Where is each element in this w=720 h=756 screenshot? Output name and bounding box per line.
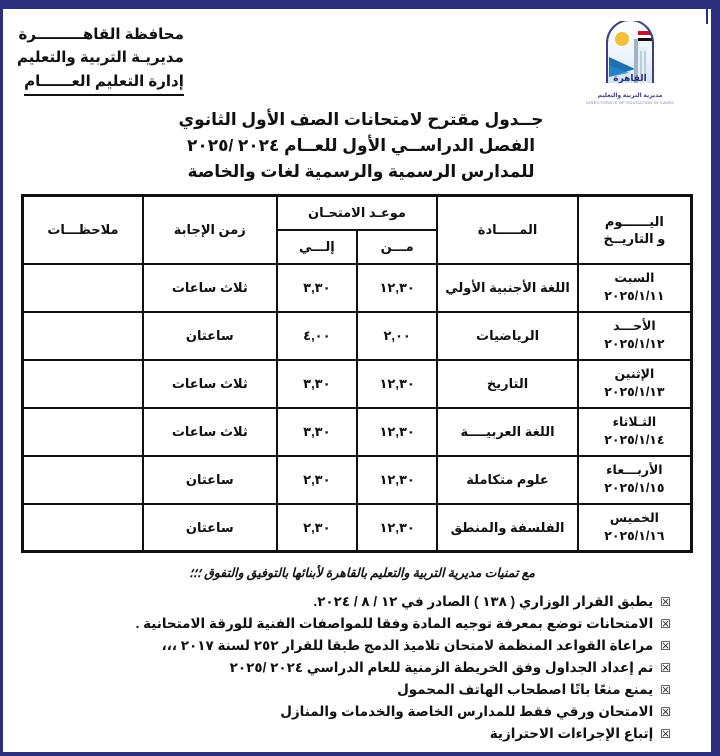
cairo-education-logo [577,19,697,105]
header-day-label: اليــــــوم [604,213,664,229]
cell-time-from: ١٢,٣٠ [357,504,437,552]
cell-time-to: ٣,٣٠ [277,264,357,312]
cell-day-name: الأحـــد [613,319,656,334]
cell-day-date [578,408,692,456]
header-time-to: إلـــي [277,230,357,264]
table-row [23,408,692,456]
cell-answer-time: ثلاث ساعات [143,264,277,312]
table-row [23,360,692,408]
wishes-note: مع تمنيات مديرية التربية والتعليم بالقاهرة لأبنائها بالتوفيق والتفوق ؛؛؛ [189,566,535,581]
cell-date-value: ٢٠٢٥/١/١٣ [604,384,665,399]
note-text: يطبق القرار الوزاري ( ١٣٨ ) الصادر في ١٢ / ٨ / ٢٠٢٤. [313,594,654,610]
checkbox-x-icon: ☒ [660,617,671,632]
cell-day-name: الأربـــعاء [606,463,663,478]
cell-notes [23,264,143,312]
cell-day-date [578,312,692,360]
note-text: الامتحانات توضع بمعرفة توجيه المادة وفقا للمواصفات الفنية للورقة الامتحانية . [135,616,654,632]
page-border-bottom [0,752,720,756]
cell-day-name: الإثنين [614,367,655,382]
header-subject: المـــــادة [437,196,577,264]
cell-subject: علوم متكاملة [437,456,577,504]
cell-day-date [578,264,692,312]
table-row [23,312,692,360]
cell-answer-time: ساعتان [143,504,277,552]
note-item [17,657,671,679]
document-header [17,13,697,105]
cell-answer-time: ساعتان [143,312,277,360]
cell-time-to: ٣,٣٠ [277,360,357,408]
cell-time-to: ٢,٣٠ [277,504,357,552]
cell-answer-time: ساعتان [143,456,277,504]
cell-date-value: ٢٠٢٥/١/١٦ [604,528,665,543]
note-item [17,591,671,613]
cell-notes [23,312,143,360]
cell-answer-time: ثلاث ساعات [143,360,277,408]
checkbox-x-icon: ☒ [660,682,671,697]
header-time-from: مـــن [357,230,437,264]
page-corner-mark [692,4,708,24]
cell-subject: الفلسفة والمنطق [437,504,577,552]
cell-subject: التاريخ [437,360,577,408]
header-day-date [578,196,692,264]
cell-date-value: ٢٠٢٥/١/١٢ [604,336,665,351]
org-line-department: إدارة التعليم العــــــام [24,70,184,96]
title-line-1: جــدول مقترح لامتحانات الصف الأول الثانوي [178,110,544,129]
org-line-governorate: محافظة القاهـــــــــرة [18,26,184,43]
note-item [17,701,671,723]
page-border-top [0,0,720,9]
header-exam-time-group: موعـد الامتحـان [277,196,438,230]
checkbox-x-icon: ☒ [660,639,671,654]
cell-day-date [578,360,692,408]
cell-time-from: ٢,٠٠ [357,312,437,360]
note-item [17,679,671,701]
cell-time-to: ٢,٣٠ [277,456,357,504]
note-item [17,723,671,745]
page-border-right [711,0,720,756]
cell-time-from: ١٢,٣٠ [357,360,437,408]
schedule-table-container [17,194,697,553]
checkbox-x-icon: ☒ [660,704,671,719]
cell-day-name: الثـلاثاء [612,415,657,430]
note-text: تم إعداد الجداول وفق الخريطة الزمنية للعام الدراسي ٢٠٢٤ /٢٠٢٥ [229,660,654,676]
cell-time-to: ٤,٠٠ [277,312,357,360]
notes-list [17,591,697,744]
cell-day-name: الخميس [609,510,659,525]
cell-date-value: ٢٠٢٥/١/١١ [604,288,665,303]
note-text: مراعاة القواعد المنظمة لامتحان تلاميذ الدمج طبقا للقرار ٢٥٢ لسنة ٢٠١٧ ،،، [161,638,654,654]
cell-date-value: ٢٠٢٥/١/١٥ [604,480,665,495]
logo-caption-arabic: مديرية التربية والتعليم [597,93,663,99]
title-line-2: الفصل الدراســي الأول للعــام ٢٠٢٤ /٢٠٢٥ [186,135,536,155]
header-notes: ملاحظـــات [23,196,143,264]
table-header-row-top [23,196,692,230]
cell-subject: اللغة الأجنبية الأولي [437,264,577,312]
cell-date-value: ٢٠٢٥/١/١٤ [604,432,665,447]
table-row [23,456,692,504]
cell-notes [23,504,143,552]
cell-answer-time: ثلاث ساعات [143,408,277,456]
cell-day-date [578,456,692,504]
organization-heading [17,19,198,96]
logo-caption-english: DIRECTORATE OF EDUCATION IN CAIRO [585,100,675,105]
document-page [3,9,711,752]
header-answer-time: زمن الإجابة [143,196,277,264]
note-text: الامتحان ورقي فقط للمدارس الخاصة والخدمات والمنازل [280,703,654,719]
checkbox-x-icon: ☒ [660,661,671,676]
cell-notes [23,360,143,408]
title-line-3: للمدارس الرسمية والرسمية لغات والخاصة [187,161,535,181]
cell-notes [23,408,143,456]
org-line-directorate: مديريـة التربية والتعليم [17,49,184,67]
cell-time-from: ١٢,٣٠ [357,408,437,456]
logo-arch-icon [599,21,661,91]
note-item [17,613,671,635]
document-title [17,107,697,184]
svg-text:القاهرة: القاهرة [613,74,647,84]
cell-time-from: ١٢,٣٠ [357,264,437,312]
cell-subject: اللغة العربيــــة [437,408,577,456]
table-head [23,196,692,264]
cell-time-to: ٣,٣٠ [277,408,357,456]
cell-subject: الرياضيات [437,312,577,360]
cell-notes [23,456,143,504]
note-item [17,635,671,657]
exam-schedule-table [21,194,693,553]
table-row [23,264,692,312]
cell-day-date [578,504,692,552]
page-border-left [0,0,3,756]
note-text: يمنع منعًا باتًا اصطحاب الهاتف المحمول [397,681,654,697]
cell-time-from: ١٢,٣٠ [357,456,437,504]
table-row [23,504,692,552]
note-text: إتباع الإجراءات الاحترازية [489,725,654,741]
table-body [23,264,692,552]
header-date-label: و التاريــخ [603,231,666,247]
checkbox-x-icon: ☒ [660,726,671,741]
cell-day-name: السبت [614,271,655,286]
checkbox-x-icon: ☒ [660,595,671,610]
